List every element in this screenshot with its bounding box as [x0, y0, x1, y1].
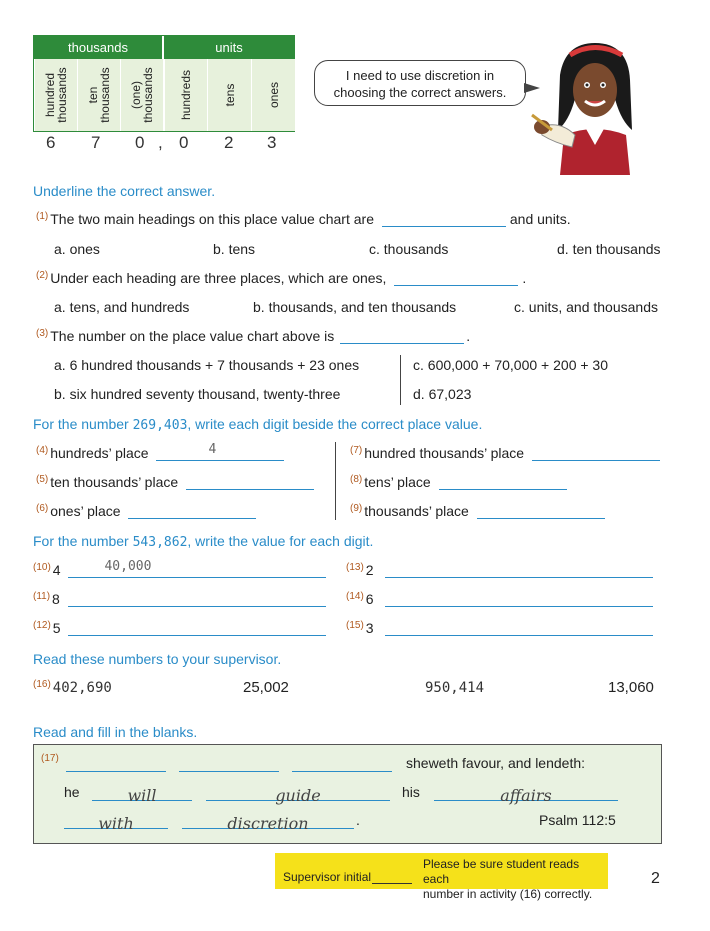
option[interactable]: b. tens — [213, 241, 256, 257]
question-number: (1) — [36, 211, 49, 222]
answer-field[interactable] — [477, 504, 605, 519]
place-value-chart — [33, 35, 295, 132]
chart-col-hundreds: hundreds — [179, 69, 193, 121]
answer-field[interactable] — [532, 446, 660, 461]
option[interactable]: d. ten thousands — [557, 241, 661, 257]
supervisor-box — [275, 853, 608, 901]
chart-heading-thousands: thousands — [34, 36, 162, 59]
item-12: $^{(12)}$ 5 — [33, 620, 326, 636]
read-number: 402,690 — [52, 680, 112, 696]
verse-text: he — [64, 784, 80, 800]
girl-illustration — [530, 35, 650, 175]
bubble-line-1: I need to use discretion in — [345, 68, 495, 83]
question-text: The two main headings on this place value chart are — [50, 211, 374, 227]
item-13: $^{(13)}$ 2 — [346, 562, 653, 578]
chart-col-ten-thousands: ten thousands — [86, 67, 112, 123]
answer-blank[interactable] — [394, 271, 518, 286]
answer-field[interactable] — [385, 563, 653, 578]
instruction-underline: Underline the correct answer. — [33, 183, 216, 199]
answer-field[interactable] — [68, 621, 326, 636]
blank[interactable]: affairs — [434, 786, 618, 801]
item-4: $^{(4)}$ hundreds’ place 4 — [36, 445, 284, 461]
read-number: 13,060 — [608, 679, 654, 696]
option[interactable]: a. 6 hundred thousands + 7 thousands + 23 ones — [54, 357, 360, 373]
read-number: 950,414 — [425, 680, 485, 696]
item-10: $^{(10)}$ 4 40,000 — [33, 562, 326, 578]
answer-field[interactable] — [128, 504, 256, 519]
digit: 2 — [224, 133, 234, 152]
answer-field[interactable] — [68, 592, 326, 607]
psalm-box: (17) sheweth favour, and lendeth: he will guide his affairs with discretion . Psalm 112:5 — [33, 744, 662, 844]
item-9: $^{(9)}$ thousands’ place — [350, 503, 605, 519]
question-text: . — [466, 328, 471, 344]
digit: 3 — [267, 133, 277, 152]
speech-bubble — [314, 60, 526, 106]
question-text: . — [522, 270, 527, 286]
verse-text: sheweth favour, and lendeth: — [406, 755, 586, 771]
digit: 7 — [91, 133, 101, 152]
question-number: (2) — [36, 270, 49, 281]
question-text: The number on the place value chart above is — [50, 328, 335, 344]
question-1 — [36, 211, 571, 227]
question-3 — [36, 328, 470, 344]
option[interactable]: c. units, and thousands — [514, 299, 658, 315]
item-8: $^{(8)}$ tens’ place — [350, 474, 567, 490]
chart-col-hundred-thousands: hundred thousands — [43, 67, 69, 123]
chart-col-one-thousands: (one) thousands — [129, 67, 155, 123]
option[interactable]: a. ones — [54, 241, 100, 257]
supervisor-initial-field[interactable] — [372, 870, 412, 884]
instruction-digit-value: For the number 543,862, write the value for each digit. — [33, 533, 374, 550]
item-6: $^{(6)}$ ones’ place — [36, 503, 256, 519]
item-15: $^{(15)}$ 3 — [346, 620, 653, 636]
blank[interactable]: discretion — [182, 814, 354, 829]
chart-col-ones: ones — [266, 81, 281, 109]
instruction-fill-blanks: Read and fill in the blanks. — [33, 724, 198, 740]
option[interactable]: b. thousands, and ten thousands — [253, 299, 457, 315]
instruction-read-numbers: Read these numbers to your supervisor. — [33, 651, 282, 667]
answer-field[interactable]: 4 — [156, 446, 284, 461]
blank[interactable]: guide — [206, 786, 390, 801]
question-text: and units. — [509, 211, 571, 227]
digit-comma: , — [158, 133, 163, 152]
supervisor-note: Please be sure student reads each number in activity (16) correctly. — [423, 857, 593, 901]
question-2 — [36, 270, 526, 286]
verse-text: his — [402, 784, 420, 800]
item-16: $^{(16)}$ 402,690 — [33, 679, 112, 696]
blank[interactable] — [66, 757, 166, 772]
psalm-reference: Psalm 112:5 — [539, 812, 616, 828]
answer-field[interactable] — [439, 475, 567, 490]
option[interactable]: c. thousands — [369, 241, 449, 257]
chart-digits — [0, 133, 300, 157]
option[interactable]: d. 67,023 — [413, 386, 472, 402]
chart-col-tens: tens — [222, 83, 237, 107]
answer-blank[interactable] — [340, 329, 464, 344]
option[interactable]: b. six hundred seventy thousand, twenty-three — [54, 386, 341, 402]
answer-field[interactable]: 40,000 — [68, 563, 326, 578]
item-11: $^{(11)}$ 8 — [33, 591, 326, 607]
answer-blank[interactable] — [382, 212, 506, 227]
item-5: $^{(5)}$ ten thousands’ place — [36, 474, 314, 490]
instruction-place-value: For the number 269,403, write each digit beside the correct place value. — [33, 416, 483, 433]
blank[interactable] — [292, 757, 392, 772]
question-number: (3) — [36, 328, 49, 339]
option[interactable]: c. 600,000 + 70,000 + 200 + 30 — [413, 357, 609, 373]
answer-field[interactable] — [186, 475, 314, 490]
question-text: Under each heading are three places, which are ones, — [50, 270, 387, 286]
answer-field[interactable] — [385, 621, 653, 636]
item-number: (17) — [41, 753, 59, 764]
page-number: 2 — [651, 870, 660, 887]
read-number: 25,002 — [243, 679, 289, 696]
chart-heading-units: units — [164, 36, 294, 59]
digit: 6 — [46, 133, 56, 152]
digit: 0 — [179, 133, 189, 152]
blank[interactable]: will — [92, 786, 192, 801]
item-14: $^{(14)}$ 6 — [346, 591, 653, 607]
answer-field[interactable] — [385, 592, 653, 607]
bubble-line-2: choosing the correct answers. — [333, 85, 507, 100]
blank[interactable] — [179, 757, 279, 772]
option[interactable]: a. tens, and hundreds — [54, 299, 190, 315]
supervisor-label: Supervisor initial — [283, 870, 372, 884]
item-7: $^{(7)}$ hundred thousands’ place — [350, 445, 660, 461]
digit: 0 — [135, 133, 145, 152]
blank[interactable]: with — [64, 814, 168, 829]
